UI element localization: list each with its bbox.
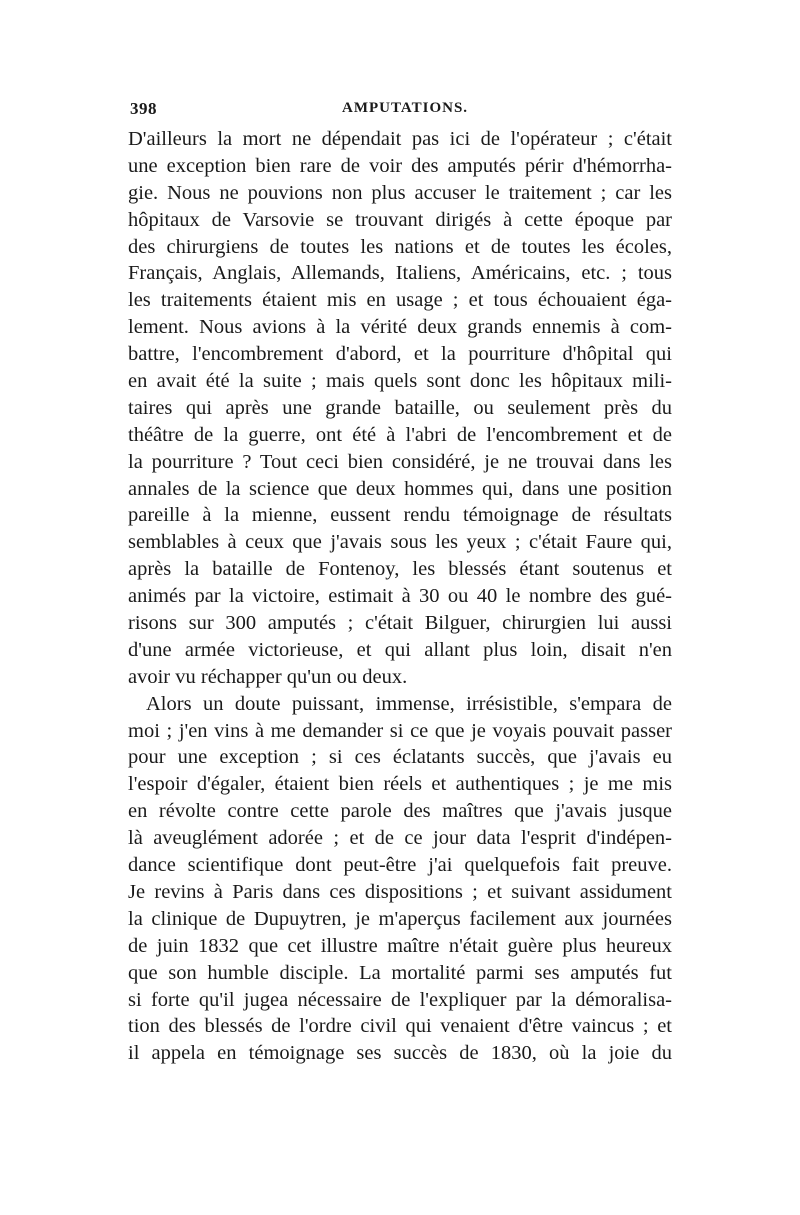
text-line: pareille à la mienne, eussent rendu témoignage de résultats (128, 504, 672, 527)
text-line: en révolte contre cette parole des maîtres que j'avais jusque (128, 800, 672, 823)
text-line: gie. Nous ne pouvions non plus accuser le traitement ; car les (128, 181, 672, 204)
text-line: tion des blessés de l'ordre civil qui venaient d'être vaincus ; et (128, 1015, 672, 1038)
page-number: 398 (130, 99, 157, 118)
text-line: il appela en témoignage ses succès de 1830, où la joie du (128, 1042, 672, 1065)
text-line: les traitements étaient mis en usage ; et tous échouaient éga- (128, 289, 672, 312)
text-line: que son humble disciple. La mortalité parmi ses amputés fut (128, 961, 672, 984)
text-line: si forte qu'il jugea nécessaire de l'expliquer par la démoralisa- (128, 988, 672, 1011)
text-line: d'une armée victorieuse, et qui allant plus loin, disait n'en (128, 638, 672, 661)
text-line: après la bataille de Fontenoy, les blessés étant soutenus et (128, 558, 672, 581)
text-line: pour une exception ; si ces éclatants succès, que j'avais eu (128, 746, 672, 769)
running-head (130, 99, 670, 121)
body-text (128, 126, 672, 1067)
text-line: des chirurgiens de toutes les nations et de toutes les écoles, (128, 235, 672, 258)
text-line: Français, Anglais, Allemands, Italiens, Américains, etc. ; tous (128, 262, 672, 285)
paragraph-end-line: avoir vu réchapper qu'un ou deux. (128, 665, 408, 688)
text-line: la pourriture ? Tout ceci bien considéré, je ne trouvai dans les (128, 450, 672, 473)
text-line: théâtre de la guerre, ont été à l'abri de l'encombrement et de (128, 423, 672, 446)
text-line: là aveuglément adorée ; et de ce jour data l'esprit d'indépen- (128, 827, 672, 850)
paragraph-start-line: Alors un doute puissant, immense, irrésistible, s'empara de (146, 692, 672, 715)
text-line: dance scientifique dont peut-être j'ai quelquefois fait preuve. (128, 854, 672, 877)
text-line: annales de la science que deux hommes qui, dans une position (128, 477, 672, 500)
text-line: animés par la victoire, estimait à 30 ou 40 le nombre des gué- (128, 585, 672, 608)
text-line: de juin 1832 que cet illustre maître n'était guère plus heureux (128, 934, 672, 957)
text-line: semblables à ceux que j'avais sous les yeux ; c'était Faure qui, (128, 531, 672, 554)
text-line: l'espoir d'égaler, étaient bien réels et authentiques ; je me mis (128, 773, 672, 796)
text-line: lement. Nous avions à la vérité deux grands ennemis à com- (128, 316, 672, 339)
text-line: Je revins à Paris dans ces dispositions ; et suivant assidument (128, 880, 672, 903)
text-line: en avait été la suite ; mais quels sont donc les hôpitaux mili- (128, 370, 672, 393)
text-line: D'ailleurs la mort ne dépendait pas ici de l'opérateur ; c'était (128, 128, 672, 150)
text-line: une exception bien rare de voir des amputés périr d'hémorrha- (128, 154, 672, 177)
text-line: hôpitaux de Varsovie se trouvant dirigés à cette époque par (128, 208, 672, 231)
text-line: risons sur 300 amputés ; c'était Bilguer, chirurgien lui aussi (128, 612, 672, 635)
text-line: la clinique de Dupuytren, je m'aperçus facilement aux journées (128, 907, 672, 930)
text-line: moi ; j'en vins à me demander si ce que je voyais pouvait passer (128, 719, 672, 742)
running-title: AMPUTATIONS. (342, 100, 469, 116)
text-line: battre, l'encombrement d'abord, et la pourriture d'hôpital qui (128, 343, 672, 366)
text-line: taires qui après une grande bataille, ou seulement près du (128, 396, 672, 419)
